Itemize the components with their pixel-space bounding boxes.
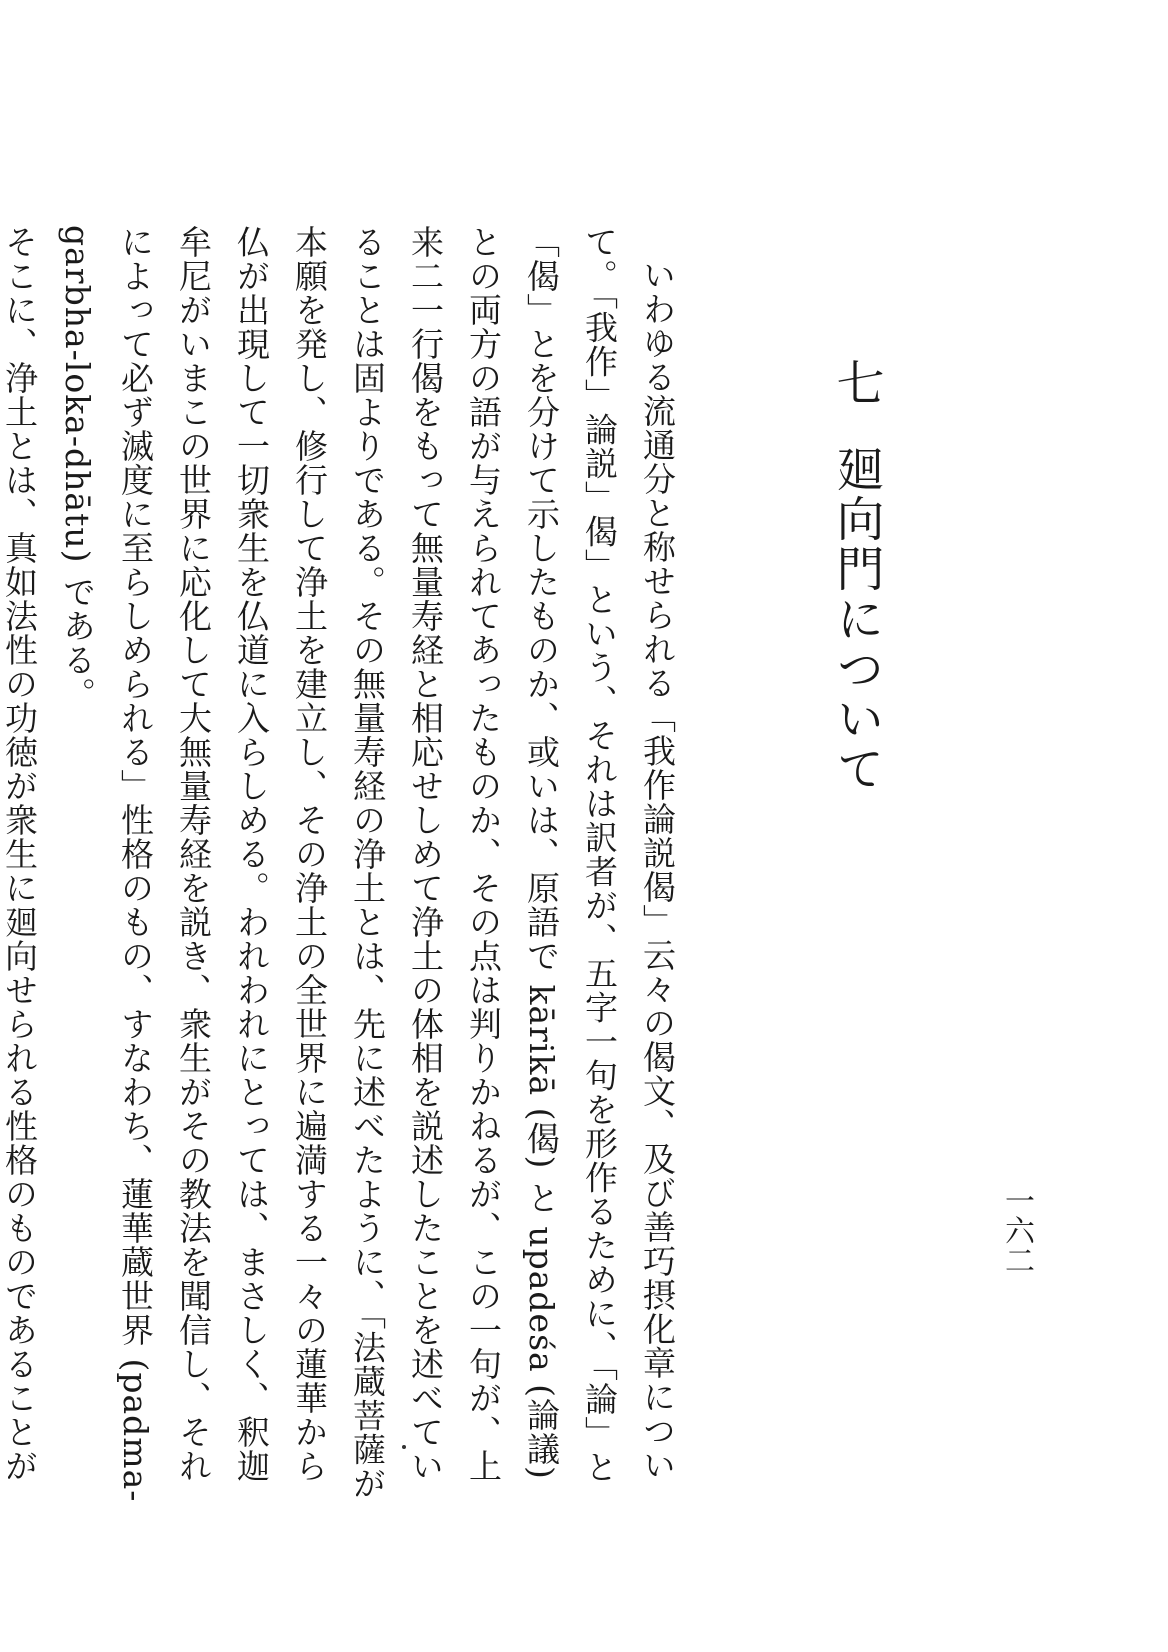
- page-number: 一六二: [999, 1185, 1034, 1275]
- chapter-number: 七: [828, 358, 884, 408]
- chapter-heading: [826, 358, 886, 794]
- paragraph-1: いわゆる流通分と称せられる「我作論説偈」云々の偈文、及び善巧摂化章について。「我作」論説」偈」という、それは訳者が、五字一句を形作るために、「論」と「偈」とを分けて示したものか、或いは、原語で kārikā (偈) と upadeśa (論議) との両方の語が与えられてあったものか、その点は判りかねるが、この一句が、上来二一行偈をもって無量寿経と相応せしめて浄土の体相を説述したことを述べていることは固よりである。その無量寿経の浄土とは、先に述べたように、「法蔵菩薩が本願を発し、修行して浄土を建立し、その浄土の全世界に遍満する一々の蓮華から仏が出現して一切衆生を仏道に入らしめる。われわれにとっては、まさしく、釈迦牟尼がいまこの世界に応化して大無量寿経を説き、衆生がその教法を聞信し、それによって必ず滅度に至らしめられる」性格のもの、すなわち、蓮華蔵世界 (padma-garbha-loka-dhātu) である。: [58, 225, 677, 1503]
- body-text: [0, 225, 686, 1505]
- chapter-title: 廻向門について: [828, 444, 884, 794]
- scan-speck: [402, 1445, 406, 1449]
- paragraph-2: そこに、浄土とは、真如法性の功徳が衆生に廻向せられる性格のものであることが: [0, 225, 39, 1483]
